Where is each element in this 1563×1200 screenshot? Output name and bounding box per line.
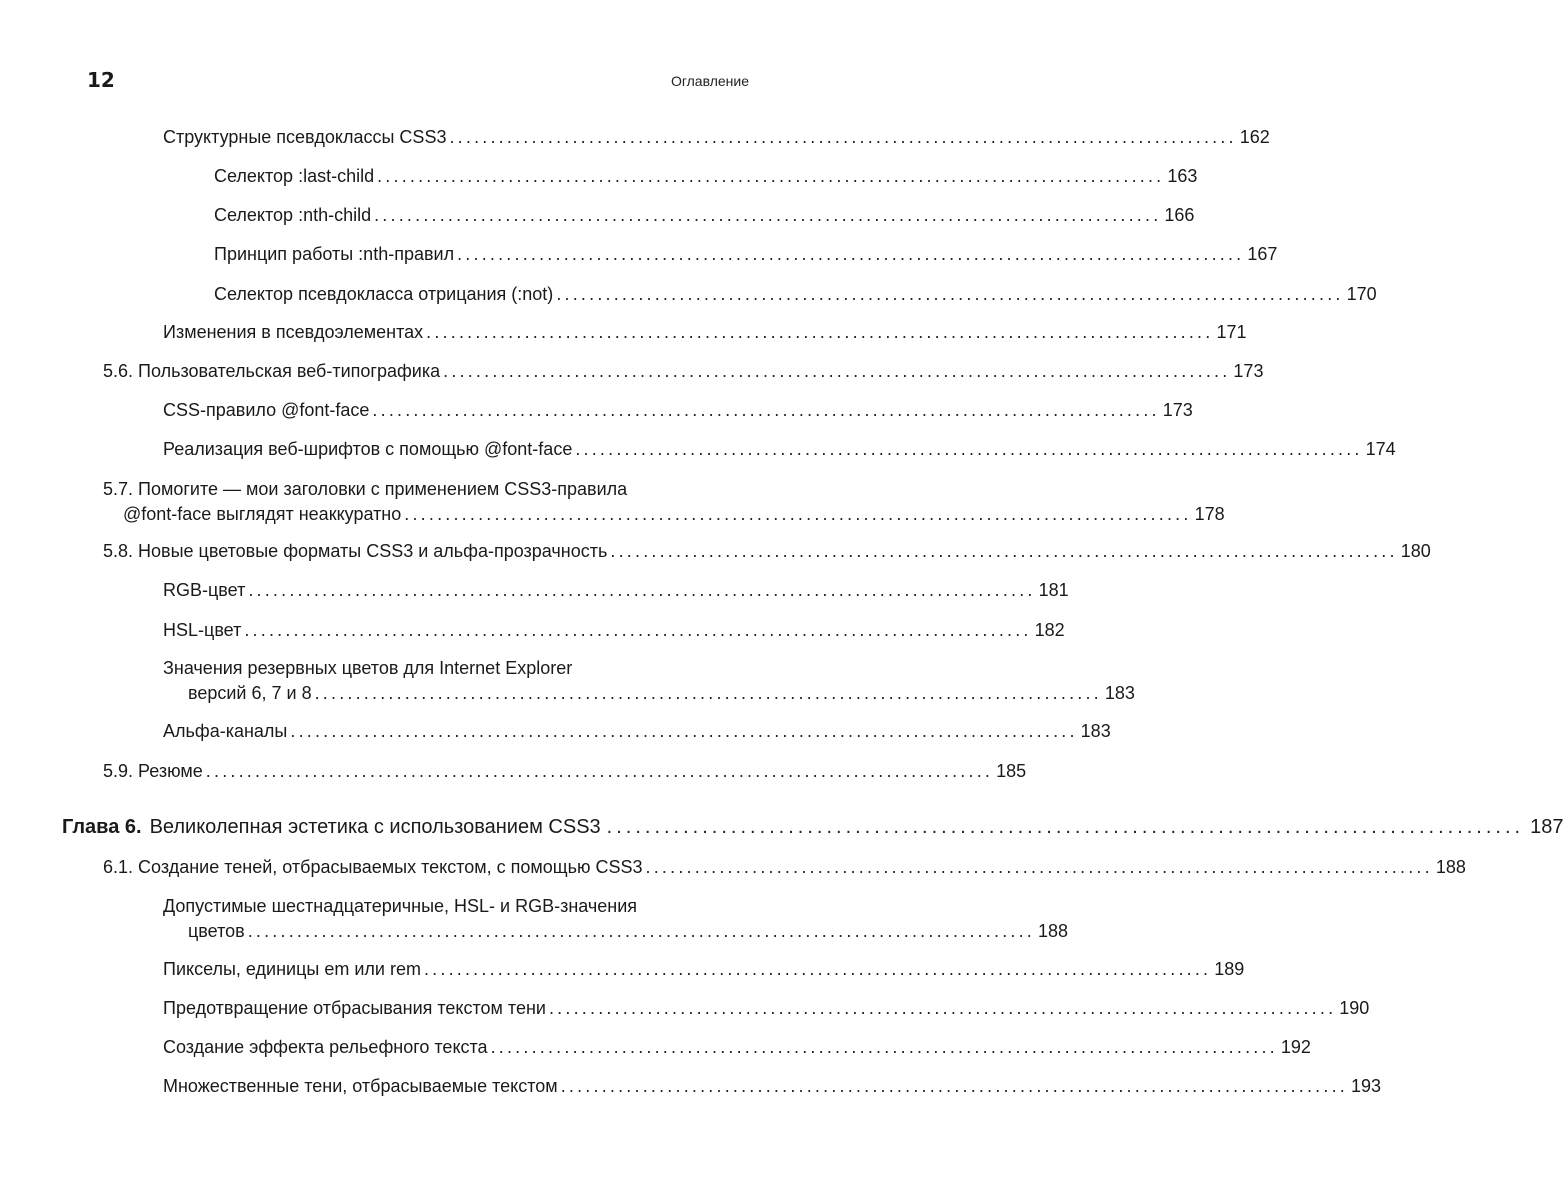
toc-entry-page: 188 (1038, 921, 1069, 941)
toc-entry-page: 190 (1339, 998, 1370, 1018)
toc-entry[interactable] (163, 657, 1135, 704)
dot-leader: ................................................................................................ (645, 857, 1433, 877)
toc-entry[interactable] (163, 321, 1247, 343)
dot-leader: ................................................................................................ (404, 504, 1192, 524)
toc-entry-page: 188 (1435, 857, 1466, 877)
toc-entry-page: 166 (1164, 205, 1195, 225)
toc-entry-title: 5.8. Новые цветовые форматы CSS3 и альфа-прозрачность (103, 541, 608, 561)
toc-entry[interactable] (163, 1075, 1382, 1097)
dot-leader: ................................................................................................ (610, 541, 1398, 561)
toc-entry-title: Великолепная эстетика с использованием CSS3 (149, 816, 601, 838)
dot-leader: ................................................................................................ (205, 761, 994, 781)
toc-entry-title: CSS-правило @font-face (163, 400, 370, 420)
toc-entry-page: 189 (1214, 959, 1245, 979)
dot-leader: ................................................................................................ (423, 959, 1212, 979)
toc-entry-page: 187 (1530, 816, 1563, 838)
toc-entry[interactable] (214, 283, 1377, 305)
toc-entry-page: 183 (1080, 721, 1111, 741)
toc-entry[interactable] (163, 126, 1270, 148)
dot-leader: ................................................................................................ (560, 1076, 1348, 1096)
toc-entry-title: RGB-цвет (163, 580, 246, 600)
toc-entry-title: 5.9. Резюме (103, 761, 203, 781)
dot-leader: ................................................................................................ (443, 361, 1231, 381)
toc-entry[interactable] (163, 1036, 1311, 1058)
dot-leader: ................................................................................................ (374, 205, 1162, 225)
toc-entry-page: 193 (1350, 1076, 1382, 1096)
toc-entry-title: Создание эффекта рельефного текста (163, 1037, 488, 1057)
dot-leader: ................................................................................................ (449, 127, 1237, 147)
toc-entry[interactable] (163, 619, 1065, 641)
toc-entry-title: Структурные псевдоклассы CSS3 (163, 127, 447, 147)
toc-entry[interactable] (214, 165, 1198, 187)
toc-entry-title-line1: Значения резервных цветов для Internet Explorer (163, 658, 573, 678)
page-number: 12 (87, 68, 115, 92)
toc-entry-page: 181 (1038, 580, 1069, 600)
toc-entry-title: Селектор :last-child (214, 166, 375, 186)
toc-entry-page: 173 (1233, 361, 1264, 381)
toc-entry[interactable] (103, 478, 1225, 525)
toc-entry-page: 163 (1167, 166, 1198, 186)
toc-entry[interactable] (103, 760, 1027, 782)
dot-leader: ................................................................................................ (377, 166, 1165, 186)
toc-entry-page: 192 (1280, 1037, 1311, 1057)
toc-entry[interactable] (163, 997, 1370, 1019)
toc-entry-title-line2: @font-face выглядят неаккуратно (123, 504, 402, 524)
toc-entry-page: 171 (1216, 322, 1247, 342)
toc-entry-title: Альфа-каналы (163, 721, 288, 741)
chapter-label: Глава 6. (62, 816, 142, 838)
toc-entry[interactable] (214, 243, 1278, 265)
toc-entry-title: Принцип работы :nth-правил (214, 244, 455, 264)
toc-entry-title-line1: 5.7. Помогите — мои заголовки с применением CSS3-правила (103, 479, 628, 499)
toc-entry-page: 173 (1162, 400, 1193, 420)
toc-entry[interactable] (163, 399, 1193, 421)
toc-entry-title: Предотвращение отбрасывания текстом тени (163, 998, 546, 1018)
toc-entry-title: Множественные тени, отбрасываемые текстом (163, 1076, 558, 1096)
toc-entry-title: Селектор псевдокласса отрицания (:not) (214, 284, 554, 304)
dot-leader: ................................................................................................ (606, 816, 1525, 838)
toc-entry-title: Реализация веб-шрифтов с помощью @font-face (163, 439, 573, 459)
toc-entry[interactable] (163, 438, 1396, 460)
running-head: Оглавление (670, 73, 749, 89)
toc-entry-title: Селектор :nth-child (214, 205, 372, 225)
dot-leader: ................................................................................................ (248, 580, 1036, 600)
toc-entry[interactable] (103, 360, 1264, 382)
dot-leader: ................................................................................................ (575, 439, 1363, 459)
dot-leader: ................................................................................................ (556, 284, 1344, 304)
dot-leader: ................................................................................................ (244, 620, 1032, 640)
toc-entry-page: 170 (1346, 284, 1377, 304)
toc-entry-title: 5.6. Пользовательская веб-типографика (103, 361, 441, 381)
dot-leader: ................................................................................................ (247, 921, 1035, 941)
toc-entry-page: 185 (996, 761, 1027, 781)
dot-leader: ................................................................................................ (548, 998, 1337, 1018)
toc-entry-title: 6.1. Создание теней, отбрасываемых текстом, с помощью CSS3 (103, 857, 643, 877)
toc-entry-page: 174 (1365, 439, 1396, 459)
dot-leader: ................................................................................................ (457, 244, 1245, 264)
toc-entry-page: 180 (1400, 541, 1431, 561)
toc-chapter-entry[interactable] (62, 816, 1563, 838)
dot-leader: ................................................................................................ (426, 322, 1214, 342)
toc-entry-page: 167 (1247, 244, 1278, 264)
toc-entry-title-line1: Допустимые шестнадцатеричные, HSL- и RGB-значения (163, 896, 638, 916)
toc-entry-title: HSL-цвет (163, 620, 242, 640)
dot-leader: ................................................................................................ (490, 1037, 1278, 1057)
dot-leader: ................................................................................................ (314, 683, 1102, 703)
toc-entry[interactable] (103, 856, 1466, 878)
toc-entry[interactable] (163, 958, 1245, 980)
toc-entry-page: 182 (1034, 620, 1065, 640)
toc-entry-title: Пикселы, единицы em или rem (163, 959, 421, 979)
toc-entry-page: 178 (1194, 504, 1225, 524)
toc-entry[interactable] (214, 204, 1195, 226)
dot-leader: ................................................................................................ (290, 721, 1078, 741)
toc-entry[interactable] (163, 720, 1111, 742)
toc-entry-page: 183 (1104, 683, 1135, 703)
toc-entry-title-line2: цветов (188, 921, 245, 941)
toc-entry[interactable] (103, 540, 1431, 562)
toc-entry-page: 162 (1239, 127, 1270, 147)
toc-entry[interactable] (163, 895, 1069, 942)
toc-entry-title-line2: версий 6, 7 и 8 (188, 683, 312, 703)
toc-entry[interactable] (163, 579, 1069, 601)
dot-leader: ................................................................................................ (372, 400, 1160, 420)
toc-entry-title: Изменения в псевдоэлементах (163, 322, 424, 342)
